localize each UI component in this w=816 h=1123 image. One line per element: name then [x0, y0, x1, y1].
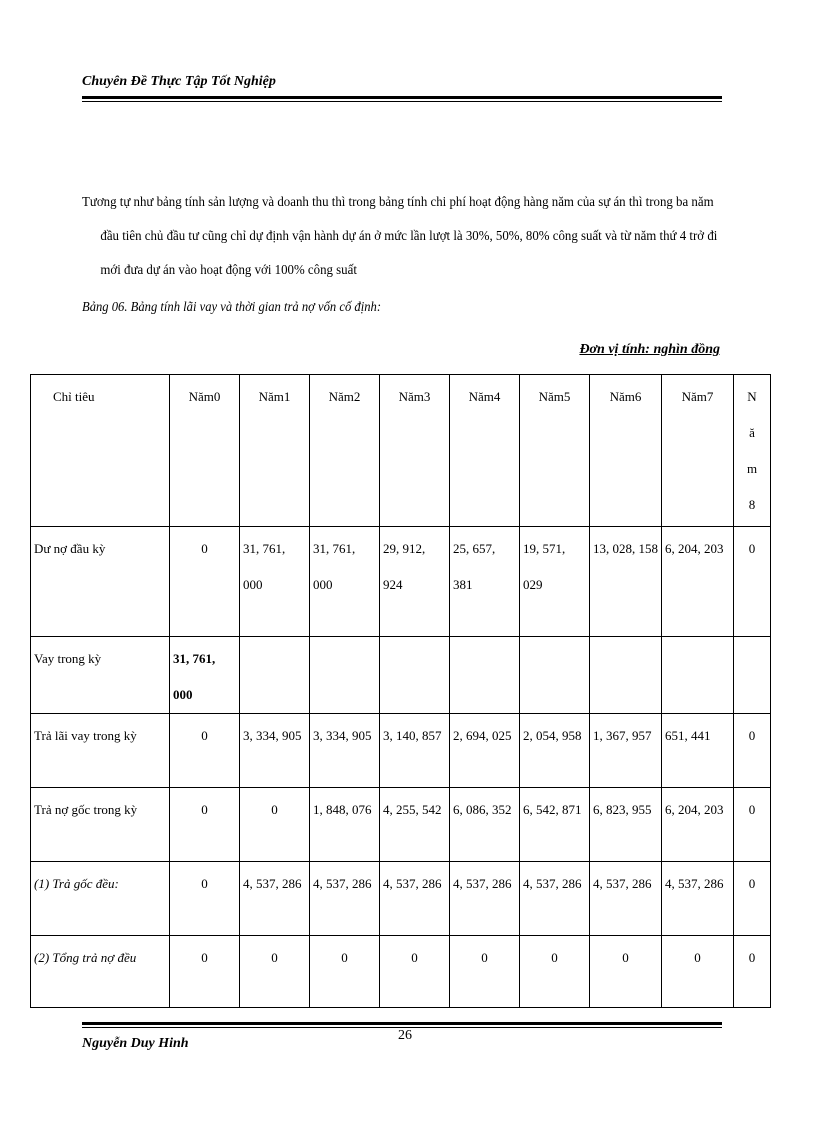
- table-cell: 4, 537, 286: [520, 862, 590, 936]
- table-cell: 0: [240, 936, 310, 1008]
- header-rule-thick: [82, 96, 722, 99]
- table-cell: 1, 848, 076: [310, 788, 380, 862]
- header-rule-thin: [82, 101, 722, 102]
- table-cell: 31, 761, 000: [240, 527, 310, 637]
- header-cell: Năm1: [240, 375, 310, 527]
- unit-label: Đơn vị tính: nghìn đồng: [579, 342, 720, 357]
- table-cell: 3, 334, 905: [240, 714, 310, 788]
- header-cell: Chỉ tiêu: [31, 375, 170, 527]
- table-cell: 6, 204, 203: [662, 788, 734, 862]
- table-cell: 1, 367, 957: [590, 714, 662, 788]
- header-cell: Năm2: [310, 375, 380, 527]
- table-row: [31, 714, 771, 788]
- table-cell: 0: [734, 527, 771, 637]
- header-letter: N: [747, 389, 757, 404]
- header-cell: Năm6: [590, 375, 662, 527]
- table-cell: 0: [170, 527, 240, 637]
- table-cell: 0: [734, 936, 771, 1008]
- row-label: Vay trong kỳ: [31, 637, 170, 714]
- table-cell: 0: [170, 862, 240, 936]
- paragraph-line-3: mới đưa dự án vào hoạt động với 100% công suất: [100, 263, 357, 278]
- table-cell: 651, 441: [662, 714, 734, 788]
- paragraph-line-1: Tương tự như bảng tính sản lượng và doanh thu thì trong bảng tính chi phí hoạt động hàng năm của sự án thì trong ba năm: [82, 195, 714, 210]
- header-cell: Năm5: [520, 375, 590, 527]
- table-cell: 4, 537, 286: [590, 862, 662, 936]
- table-cell: 4, 255, 542: [380, 788, 450, 862]
- row-label: (1) Trả gốc đều:: [31, 862, 170, 936]
- intro-paragraph: [82, 186, 718, 288]
- table-cell: 4, 537, 286: [450, 862, 520, 936]
- table-cell: 0: [734, 714, 771, 788]
- page-number: 26: [398, 1028, 412, 1043]
- table-cell: 0: [734, 788, 771, 862]
- table-cell: [380, 637, 450, 714]
- table-cell: 0: [170, 714, 240, 788]
- header-letter: m: [746, 461, 758, 476]
- table-row: [31, 862, 771, 936]
- table-cell: 19, 571, 029: [520, 527, 590, 637]
- footer-author-name: Nguyễn Duy Hinh: [82, 1036, 189, 1051]
- table-cell: [310, 637, 380, 714]
- table-cell: 3, 140, 857: [380, 714, 450, 788]
- row-label: Dư nợ đầu kỳ: [31, 527, 170, 637]
- row-label: Trả nợ gốc trong kỳ: [31, 788, 170, 862]
- header-title: Chuyên Đề Thực Tập Tốt Nghiệp: [82, 74, 276, 89]
- table-cell: 0: [734, 862, 771, 936]
- table-cell: [734, 637, 771, 714]
- table-cell: [240, 637, 310, 714]
- table-cell: 6, 542, 871: [520, 788, 590, 862]
- table-cell: 29, 912, 924: [380, 527, 450, 637]
- table-cell: [520, 637, 590, 714]
- table-cell: 31, 761, 000: [310, 527, 380, 637]
- paragraph-line-2: đầu tiên chủ đầu tư cũng chỉ dự định vận hành dự án ở mức lần lượt là 30%, 50%, 80% công suất và từ năm thứ 4 trở đi: [100, 229, 718, 244]
- header-cell: Năm4: [450, 375, 520, 527]
- table-cell: 4, 537, 286: [662, 862, 734, 936]
- header-letter: 8: [748, 497, 756, 512]
- table-cell: 0: [380, 936, 450, 1008]
- table-cell: 0: [662, 936, 734, 1008]
- table-cell: 6, 204, 203: [662, 527, 734, 637]
- header-cell-nam8: [734, 375, 771, 527]
- loan-table: [30, 374, 771, 1008]
- header-cell: Năm3: [380, 375, 450, 527]
- table-cell: 6, 086, 352: [450, 788, 520, 862]
- header-letter: ă: [749, 425, 755, 440]
- table-cell: 4, 537, 286: [380, 862, 450, 936]
- table-cell: 0: [590, 936, 662, 1008]
- table-cell: 0: [240, 788, 310, 862]
- footer-rule-thick: [82, 1022, 722, 1025]
- table-cell: [662, 637, 734, 714]
- header-cell: Năm7: [662, 375, 734, 527]
- table-cell: 0: [450, 936, 520, 1008]
- table-cell: 31, 761, 000: [170, 637, 240, 714]
- table-cell: 4, 537, 286: [240, 862, 310, 936]
- table-cell: 13, 028, 158: [590, 527, 662, 637]
- table-row: [31, 527, 771, 637]
- table-cell: 0: [310, 936, 380, 1008]
- table-cell: 2, 054, 958: [520, 714, 590, 788]
- table-cell: 0: [520, 936, 590, 1008]
- table-cell: [450, 637, 520, 714]
- table-row: [31, 637, 771, 714]
- table-row: [31, 788, 771, 862]
- table-cell: 25, 657, 381: [450, 527, 520, 637]
- table-cell: 3, 334, 905: [310, 714, 380, 788]
- table-cell: [590, 637, 662, 714]
- table-cell: 4, 537, 286: [310, 862, 380, 936]
- row-label: Trả lãi vay trong kỳ: [31, 714, 170, 788]
- table-cell: 0: [170, 788, 240, 862]
- table-header-row: [31, 375, 771, 527]
- table-row: [31, 936, 771, 1008]
- table-cell: 0: [170, 936, 240, 1008]
- table-cell: 2, 694, 025: [450, 714, 520, 788]
- row-label: (2) Tổng trả nợ đều: [31, 936, 170, 1008]
- header-cell: Năm0: [170, 375, 240, 527]
- table-cell: 6, 823, 955: [590, 788, 662, 862]
- table-caption: Bảng 06. Bảng tính lãi vay và thời gian trả nợ vốn cố định:: [82, 300, 382, 315]
